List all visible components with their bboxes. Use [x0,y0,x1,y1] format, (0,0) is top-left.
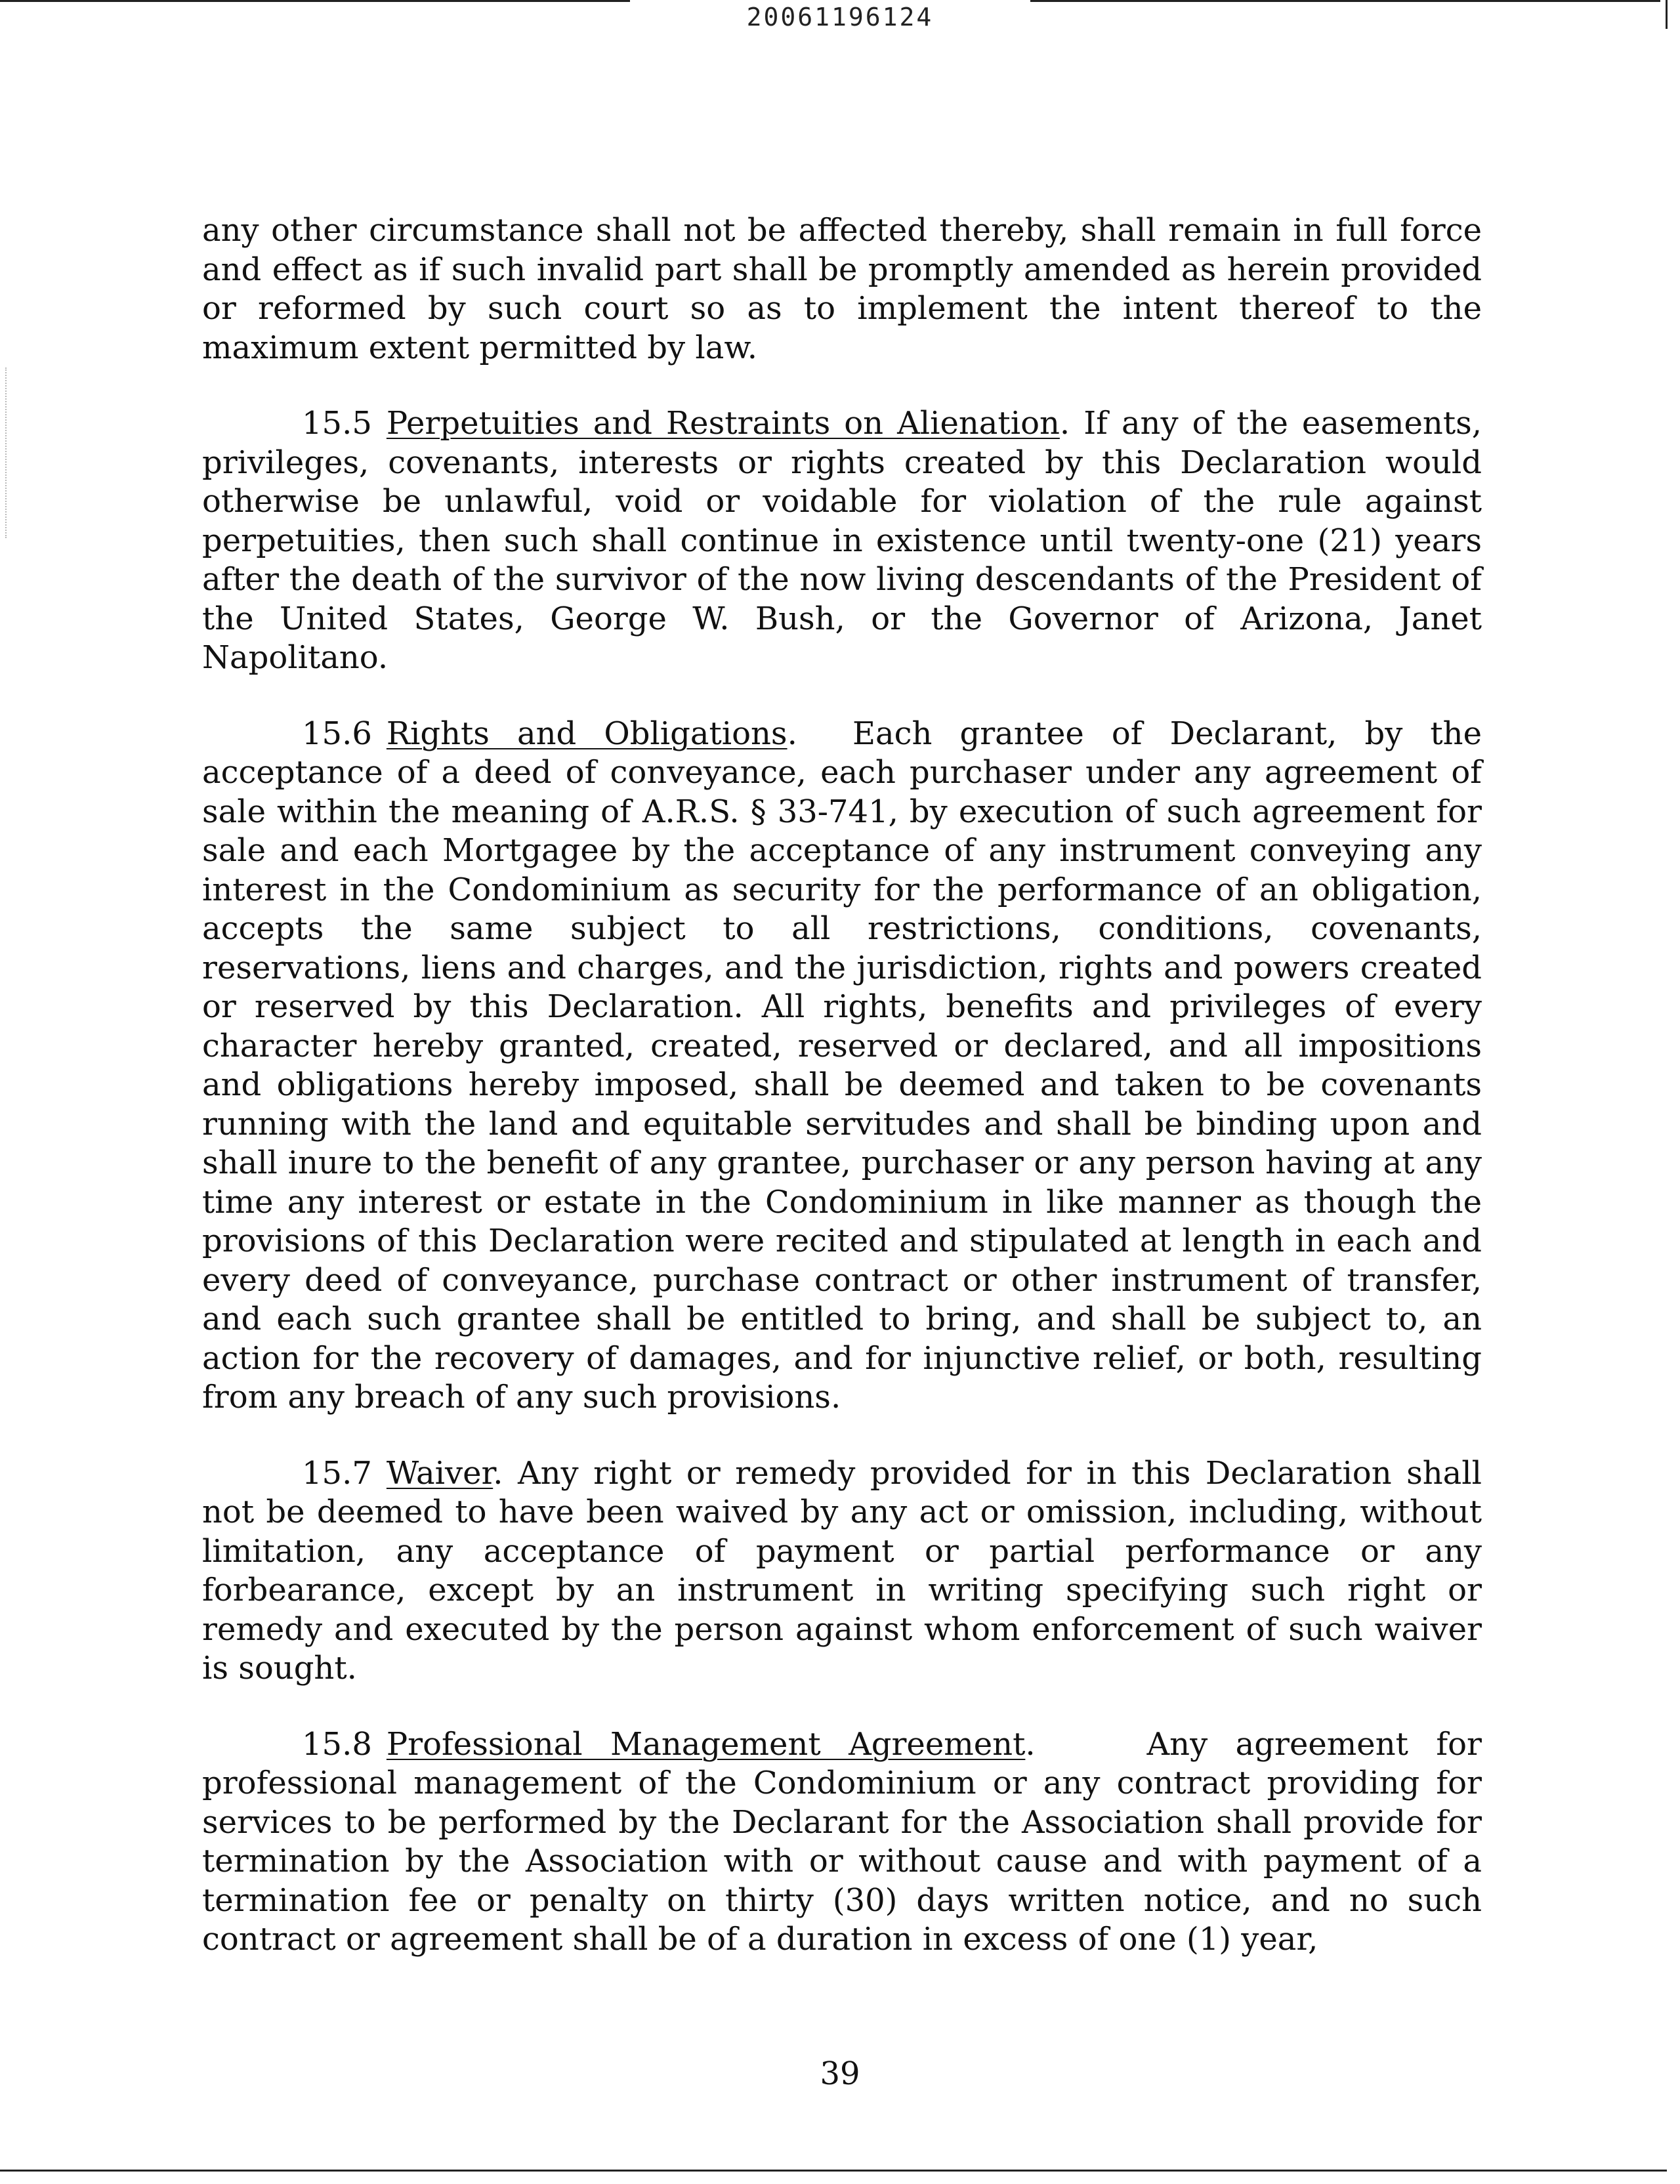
section-15-8 [202,1725,1482,1960]
section-number: 15.7 [302,1454,372,1492]
top-border-right [1030,0,1660,2]
heading-period: . [1025,1725,1147,1763]
scan-edge-artifact [5,368,9,538]
heading-period: . [1059,405,1084,442]
section-heading: Waiver [386,1454,494,1492]
document-body [202,211,1482,1960]
section-heading: Perpetuities and Restraints on Alienation [386,405,1060,442]
heading-period: . [787,715,852,752]
paragraph-text: Each grantee of Declarant, by the acceptance of a deed of conveyance, each purchaser under any agreement of sale within the meaning of A.R.S. § 33-741, by execution of such agreement for sale and each Mortgagee by the acceptance of any instrument conveying any interest in the Condominium as security for the performance of an obligation, accepts the same subject to all restrictions, conditions, covenants, reservations, liens and charges, and the jurisdiction, rights and powers created or reserved by this Declaration. All rights, benefits and privileges of every character hereby granted, created, reserved or declared, and all impositions and obligations hereby imposed, shall be deemed and taken to be covenants running with the land and equitable servitudes and shall be binding upon and shall inure to the benefit of any grantee, purchaser or any person having at any time any interest or estate in the Condominium in like manner as though the provisions of this Declaration were recited and stipulated at length in each and every deed of conveyance, purchase contract or other instrument of transfer, and each such grantee shall be entitled to bring, and shall be subject to, an action for the recovery of damages, and for injunctive relief, or both, resulting from any breach of any such provisions. [202,715,1482,1416]
document-number: 20061196124 [746,3,934,32]
section-number: 15.6 [302,715,372,752]
section-number: 15.5 [302,405,372,442]
section-number: 15.8 [302,1725,372,1763]
top-border-left [0,0,630,2]
page-number: 39 [820,2055,860,2092]
paragraph-text: any other circumstance shall not be affected thereby, shall remain in full force and effect as if such invalid part shall be promptly amended as herein provided or reformed by such court so as to implement the intent thereof to the maximum extent permitted by law. [202,212,1482,366]
section-15-6 [202,715,1482,1418]
bottom-border [0,2170,1667,2172]
section-15-5 [202,404,1482,678]
paragraph-text: If any of the easements, privileges, covenants, interests or rights created by this Declaration would otherwise be unlawful, void or voidable for violation of the rule against perpetuities, then such shall continue in existence until twenty-one (21) years after the death of the survivor of the now living descendants of the President of the United States, George W. Bush, or the Governor of Arizona, Janet Napolitano. [202,405,1482,676]
heading-period: . [493,1454,518,1492]
paragraph-text: Any right or remedy provided for in this Declaration shall not be deemed to have been waived by any act or omission, including, without limitation, any acceptance of payment or partial performance or any forbearance, except by an instrument in writing specifying such right or remedy and executed by the person against whom enforcement of such waiver is sought. [202,1454,1482,1687]
section-heading: Rights and Obligations [386,715,788,752]
section-15-7 [202,1454,1482,1689]
paragraph-continuation [202,211,1482,368]
paragraph-text: Any agreement for professional management of the Condominium or any contract providing for services to be performed by the Declarant for the Association shall provide for termination by the Association with or without cause and with payment of a termination fee or penalty on thirty (30) days written notice, and no such contract or agreement shall be of a duration in excess of one (1) year, [202,1725,1482,1958]
section-heading: Professional Management Agreement [386,1725,1026,1763]
